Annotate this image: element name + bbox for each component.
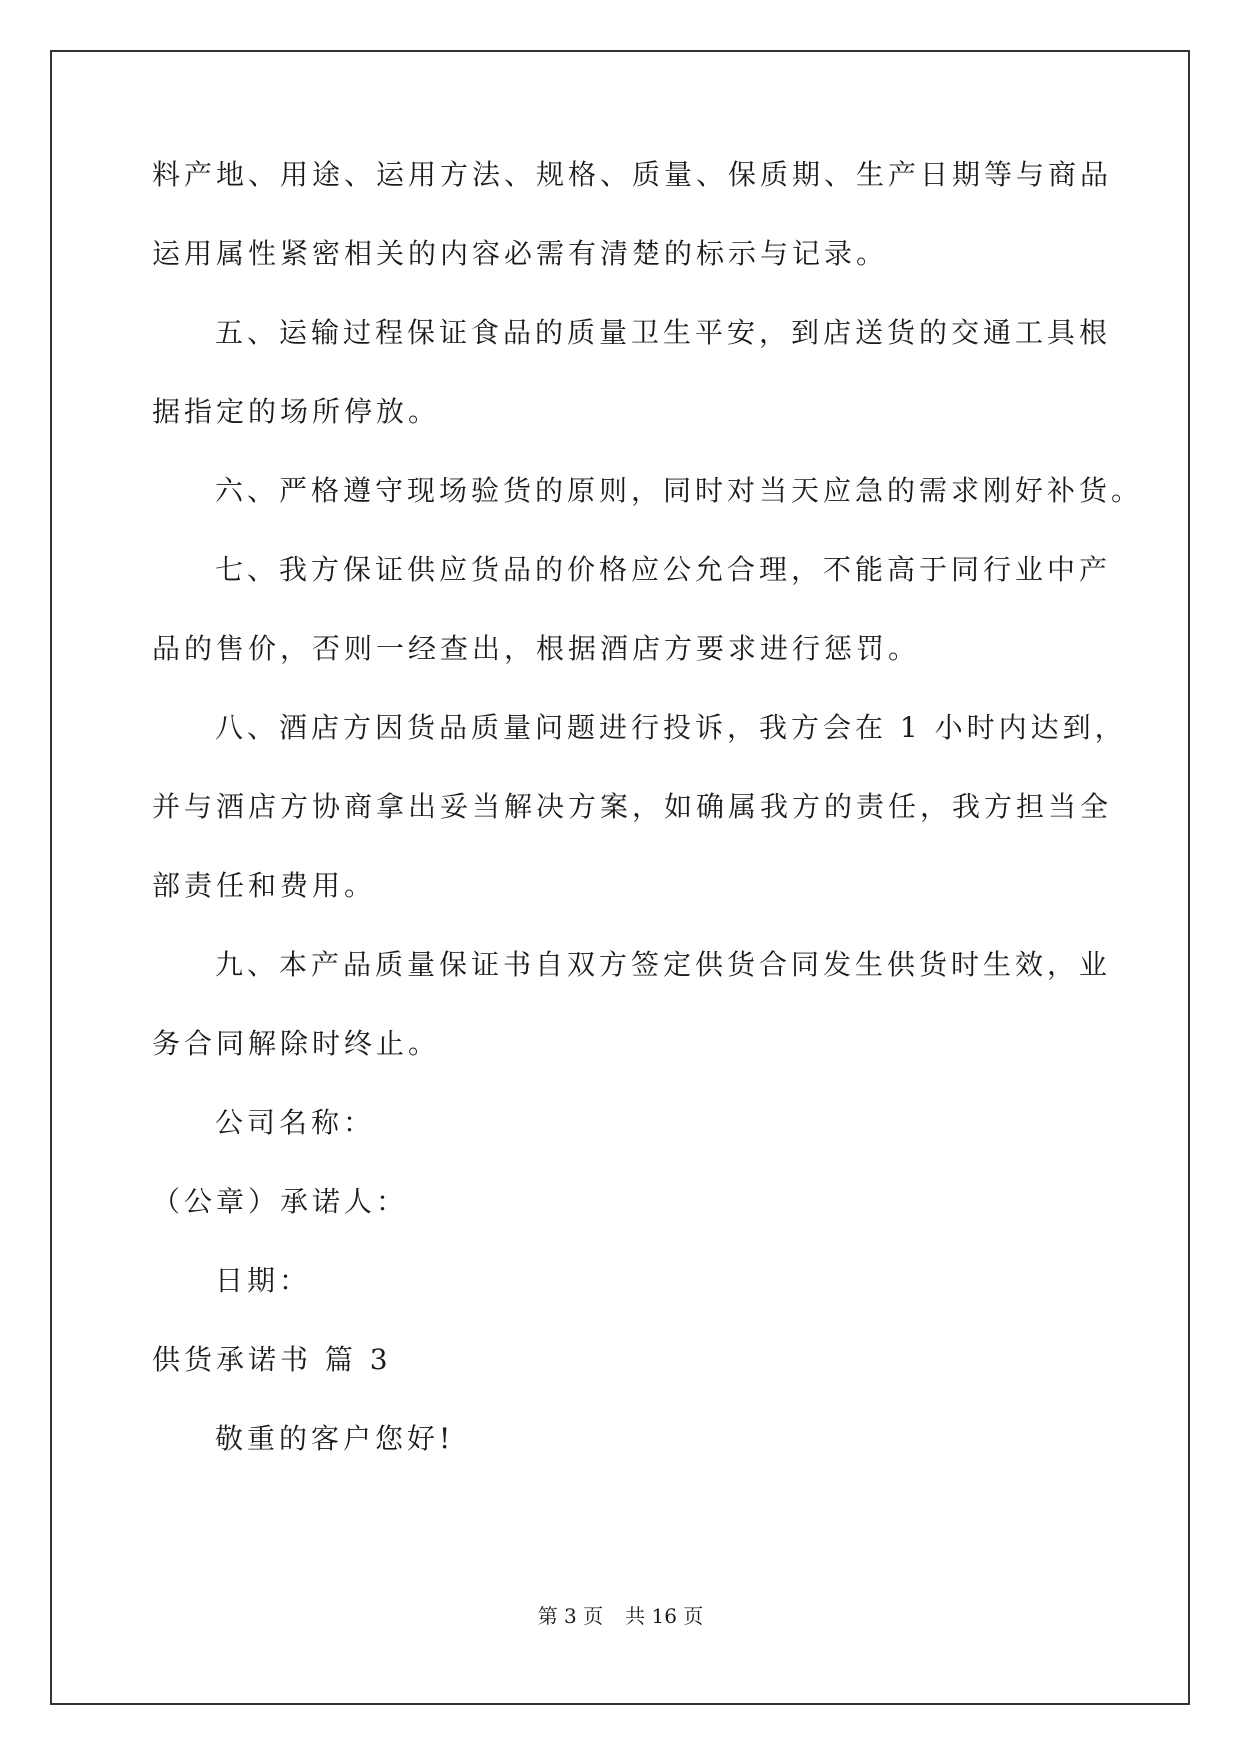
- section-heading: 供货承诺书 篇 3: [152, 1343, 392, 1376]
- paragraph-line: 务合同解除时终止。: [152, 1027, 441, 1060]
- paragraph-line: 六、严格遵守现场验货的原则，同时对当天应急的需求刚好补货。: [215, 474, 1144, 507]
- paragraph-line: 品的售价，否则一经查出，根据酒店方要求进行惩罚。: [152, 632, 921, 665]
- paragraph-line: 九、本产品质量保证书自双方签定供货合同发生供货时生效，业: [215, 948, 1112, 981]
- page-total: 共 16 页: [625, 1604, 704, 1628]
- paragraph-line: 七、我方保证供应货品的价格应公允合理，不能高于同行业中产: [215, 553, 1112, 586]
- paragraph-line: 五、运输过程保证食品的质量卫生平安，到店送货的交通工具根: [215, 316, 1112, 349]
- paragraph-line: 料产地、用途、运用方法、规格、质量、保质期、生产日期等与商品: [152, 158, 1113, 191]
- paragraph-line: 运用属性紧密相关的内容必需有清楚的标示与记录。: [152, 237, 889, 270]
- paragraph-line: 八、酒店方因货品质量问题进行投诉，我方会在 1 小时内达到，: [215, 711, 1127, 744]
- company-name-label: 公司名称：: [215, 1106, 376, 1139]
- paragraph-line: 并与酒店方协商拿出妥当解决方案，如确属我方的责任，我方担当全: [152, 790, 1113, 823]
- date-label: 日期：: [215, 1264, 312, 1297]
- seal-promisor-label: （公章）承诺人：: [152, 1185, 409, 1218]
- page-footer: [0, 1602, 1241, 1630]
- page-current: 第 3 页: [537, 1604, 604, 1628]
- salutation: 敬重的客户您好!: [215, 1422, 455, 1455]
- paragraph-line: 部责任和费用。: [152, 869, 377, 902]
- paragraph-line: 据指定的场所停放。: [152, 395, 441, 428]
